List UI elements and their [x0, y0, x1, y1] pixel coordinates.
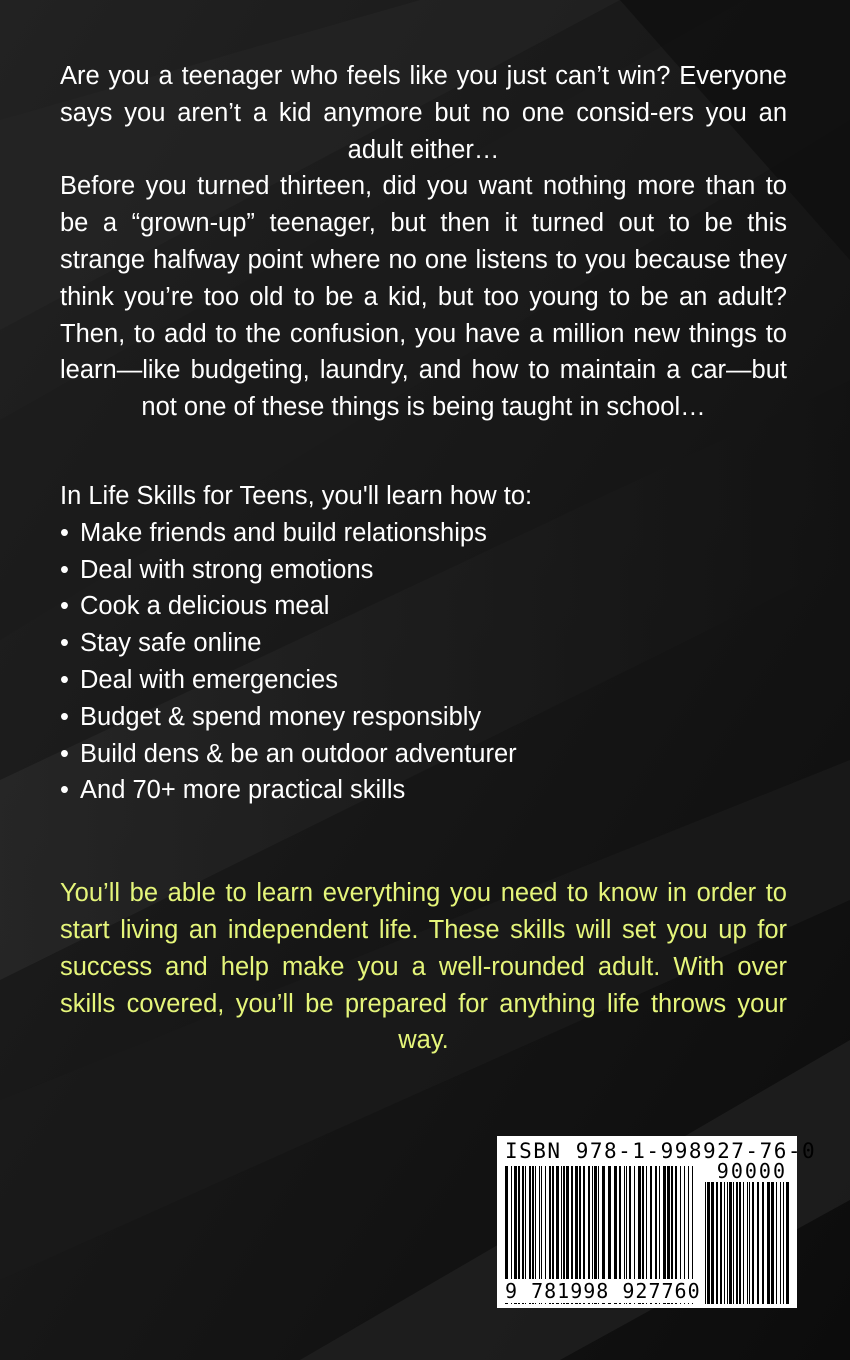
list-item: • Budget & spend money responsibly	[60, 702, 482, 731]
list-item: • Stay safe online	[60, 629, 262, 658]
isbn-label: ISBN 978-1-998927-76-0	[505, 1139, 817, 1163]
list-item: • Deal with emergencies	[60, 665, 338, 694]
back-cover-text	[60, 58, 787, 1059]
skills-list	[60, 515, 787, 809]
list-item: • Build dens & be an outdoor adventurer	[60, 739, 517, 768]
skills-list-intro: In Life Skills for Teens, you'll learn how to:	[60, 481, 533, 510]
list-item: • Cook a delicious meal	[60, 592, 330, 621]
price-code: 90000	[716, 1159, 787, 1183]
intro-paragraph-1: Are you a teenager who feels like you just can’t win? Everyone says you aren’t a kid anymore but no one consid-ers you an adult either…	[60, 62, 787, 164]
list-item: • Deal with strong emotions	[60, 555, 374, 584]
isbn-barcode	[497, 1136, 817, 1308]
closing-paragraph: You’ll be able to learn everything you need to know in order to start living an independent life. These skills will set you up for success and help make you a well-rounded adult. With over skills covered, you’ll be prepared for anything life throws your way.	[60, 879, 787, 1055]
intro-paragraph-2: Before you turned thirteen, did you want nothing more than to be a “grown-up” teenager, but then it turned out to be this strange halfway point where no one listens to you because they think you’re too old to be a kid, but too young to be an adult? Then, to add to the confusion, you have a million new things to learn—like budgeting, laundry, and how to maintain a car—but not one of these things is being taught in school…	[60, 172, 787, 422]
list-item: • And 70+ more practical skills	[60, 776, 406, 805]
barcode-digits: 9 781998 927760	[505, 1279, 701, 1303]
list-item: • Make friends and build relationships	[60, 518, 487, 547]
